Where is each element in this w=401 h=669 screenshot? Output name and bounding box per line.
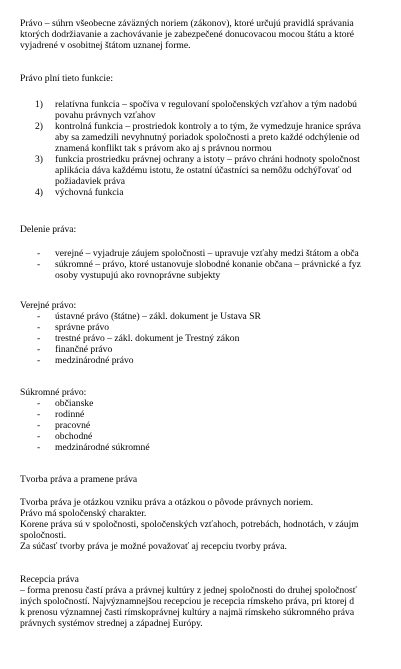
- function-text: aby sa zamedzili nevyhnutný poriadok spoločnosti a preto každé odchýlenie od: [55, 132, 360, 143]
- function-number: 4): [35, 187, 43, 198]
- function-text: funkcia prostriedku právnej ochrany a istoty – právo chráni hodnoty spoločnost: [55, 154, 360, 165]
- function-text: výchovná funkcia: [55, 187, 124, 198]
- functions-heading: Právo plní tieto funkcie:: [20, 73, 113, 84]
- function-text: aplikácia dáva každému istotu, že ostatní účastníci sa nemôžu odchýľovať od: [55, 165, 352, 176]
- division-text: súkromné – právo, ktoré ustanovuje slobodné konanie občana – právnické a fyz: [55, 259, 361, 270]
- bullet-dash: -: [37, 322, 41, 333]
- intro-line: ktorých dodržiavanie a zachovávanie je zabezpečené donucovacou mocou štátu a ktoré: [20, 29, 355, 40]
- bullet-dash: -: [37, 398, 41, 409]
- bullet-dash: -: [37, 344, 41, 355]
- private-item: občianske: [55, 398, 94, 409]
- reception-heading: Recepcia práva: [20, 574, 79, 585]
- division-text: osoby vystupujú ako rovnoprávne subjekty: [55, 270, 221, 281]
- creation-line: Tvorba práva je otázkou vzniku práva a otázkou o pôvode právnych noriem.: [20, 497, 314, 508]
- intro-line: Právo – súhrn všeobecne záväzných noriem (zákonov), ktoré určujú pravidlá správania: [20, 18, 354, 29]
- public-item: správne právo: [55, 322, 110, 333]
- public-item: medzinárodné právo: [55, 355, 134, 366]
- function-text: znamená konflikt tak s právom ako aj s právnou normou: [55, 143, 272, 154]
- function-text: povahu právnych vzťahov: [55, 110, 156, 121]
- function-text: relatívna funkcia – spočíva v regulovaní spoločenských vzťahov a tým nadobú: [55, 99, 357, 110]
- creation-line: Korene práva sú v spoločnosti, spoločenských vzťahoch, potrebách, hodnotách, v záujm: [20, 519, 359, 530]
- bullet-dash: -: [37, 420, 41, 431]
- function-number: 1): [35, 99, 43, 110]
- function-number: 2): [35, 121, 43, 132]
- public-heading: Verejné právo:: [20, 300, 77, 311]
- function-number: 3): [35, 154, 43, 165]
- creation-line: spoločnosti.: [20, 530, 67, 541]
- division-text: verejné – vyjadruje záujem spoločnosti – upravuje vzťahy medzi štátom a obča: [55, 248, 359, 259]
- bullet-dash: -: [37, 431, 41, 442]
- private-item: medzinárodné súkromné: [55, 442, 150, 453]
- bullet-dash: -: [37, 248, 41, 259]
- public-item: finančné právo: [55, 344, 113, 355]
- reception-line: právnych systémov strednej a západnej Európy.: [20, 618, 203, 629]
- bullet-dash: -: [37, 355, 41, 366]
- bullet-dash: -: [37, 333, 41, 344]
- private-item: rodinné: [55, 409, 85, 420]
- bullet-dash: -: [37, 409, 41, 420]
- reception-line: – forma prenosu častí práva a právnej kultúry z jednej spoločnosti do druhej spoločnosť: [20, 585, 357, 596]
- creation-heading: Tvorba práva a pramene práva: [20, 474, 138, 485]
- reception-line: iných spoločností. Najvýznamnejšou recepciou je recepcia rímskeho práva, pri ktorej d: [20, 596, 355, 607]
- bullet-dash: -: [37, 259, 41, 270]
- private-item: pracovné: [55, 420, 91, 431]
- bullet-dash: -: [37, 442, 41, 453]
- function-text: kontrolná funkcia – prostriedok kontroly a to tým, že vymedzuje hranice správa: [55, 121, 361, 132]
- division-heading: Delenie práva:: [20, 224, 77, 235]
- private-heading: Súkromné právo:: [20, 387, 87, 398]
- public-item: ústavné právo (štátne) – zákl. dokument je Ustava SR: [55, 311, 261, 322]
- bullet-dash: -: [37, 311, 41, 322]
- creation-line: Za súčasť tvorby práva je možné považovať aj recepciu tvorby práva.: [20, 541, 287, 552]
- public-item: trestné právo – zákl. dokument je Trestný zákon: [55, 333, 240, 344]
- reception-line: k prenosu významnej časti rímskoprávnej kultúry a najmä rímskeho súkromného práva: [20, 607, 355, 618]
- creation-line: Právo má spoločenský charakter.: [20, 508, 147, 519]
- intro-line: vyjadrené v osobitnej štátom uznanej forme.: [20, 40, 191, 51]
- function-text: požiadaviek práva: [55, 176, 126, 187]
- private-item: obchodné: [55, 431, 93, 442]
